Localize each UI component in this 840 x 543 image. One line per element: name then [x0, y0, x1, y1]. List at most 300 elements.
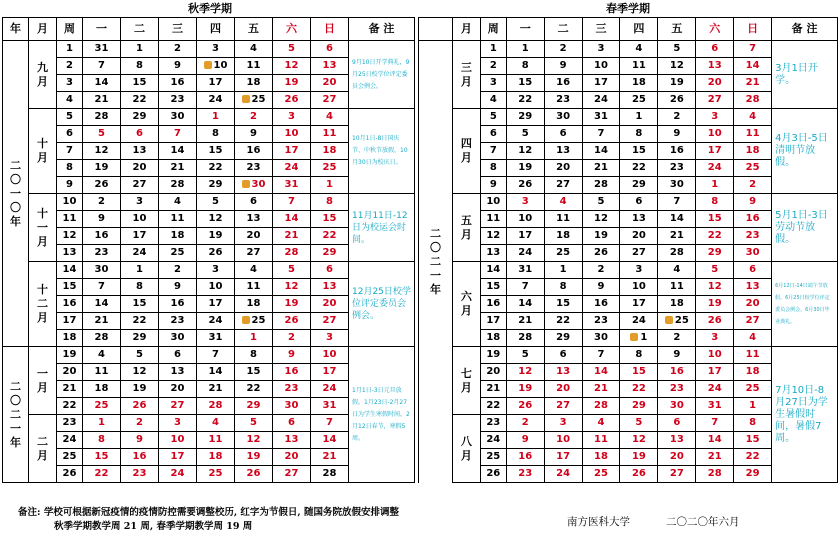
fall-day-cell: 9 [121, 432, 159, 449]
spring-day-cell: 28 [658, 245, 696, 262]
spring-day-cell: 27 [544, 398, 582, 415]
spring-day-cell: 20 [544, 381, 582, 398]
spring-week-number: 4 [480, 92, 506, 109]
fall-day-cell: 23 [273, 381, 311, 398]
fall-week-number: 4 [57, 92, 83, 109]
fall-day-cell: 9 [235, 126, 273, 143]
fall-week-number: 19 [57, 347, 83, 364]
fall-header-cell: 日 [311, 18, 349, 41]
fall-header-cell: 二 [121, 18, 159, 41]
spring-day-cell: 27 [620, 245, 658, 262]
spring-day-cell: 3 [620, 262, 658, 279]
spring-header-cell: 五 [658, 18, 696, 41]
fall-day-cell: 15 [235, 364, 273, 381]
fall-month-cell [29, 41, 57, 109]
spring-day-cell: 14 [696, 432, 734, 449]
fall-header-cell: 月 [29, 18, 57, 41]
fall-day-cell: 26 [121, 398, 159, 415]
fall-day-cell: 22 [311, 228, 349, 245]
spring-day-cell: 30 [734, 245, 772, 262]
spring-week-number: 20 [480, 364, 506, 381]
fall-day-cell: 8 [121, 279, 159, 296]
fall-note-cell: 10月1日-8日国庆节、中秋节放假，10月30日为校庆日。 [349, 109, 415, 194]
fall-day-cell: 15 [197, 143, 235, 160]
spring-day-cell: 23 [658, 381, 696, 398]
spring-day-cell: 11 [582, 432, 620, 449]
spring-year-cell [419, 41, 453, 483]
spring-week-row [419, 194, 838, 211]
spring-day-cell: 25 [734, 381, 772, 398]
fall-day-cell: 3 [159, 415, 197, 432]
spring-month-label: 七月 [460, 366, 472, 394]
fall-day-cell: 13 [121, 143, 159, 160]
spring-week-number: 11 [480, 211, 506, 228]
fall-week-row [3, 109, 415, 126]
fall-day-cell: 24 [311, 381, 349, 398]
spring-day-cell: 1 [620, 109, 658, 126]
fall-day-cell: 6 [159, 347, 197, 364]
fall-month-cell [29, 109, 57, 194]
spring-day-cell: 12 [506, 143, 544, 160]
fall-day-cell: 6 [311, 41, 349, 58]
spring-week-row [419, 262, 838, 279]
spring-day-cell: 18 [734, 364, 772, 381]
spring-day-cell: 6 [734, 262, 772, 279]
fall-day-cell: 8 [121, 58, 159, 75]
fall-day-cell: 29 [197, 177, 235, 194]
spring-header-cell: 周 [480, 18, 506, 41]
fall-day-cell: 2 [83, 194, 121, 211]
fall-day-cell: 11 [311, 126, 349, 143]
spring-note-cell: 6月12日-14日端午节放假。6月25日校学位评定委员会例会。6月30日毕业典礼。 [772, 262, 838, 347]
fall-year-cell [3, 41, 29, 347]
fall-semester-title: 秋季学期 [188, 2, 232, 15]
spring-day-cell: 2 [658, 109, 696, 126]
fall-day-cell: 20 [311, 296, 349, 313]
fall-day-cell: 21 [311, 449, 349, 466]
spring-day-cell: 10 [506, 211, 544, 228]
spring-day-cell: 29 [620, 398, 658, 415]
spring-day-cell: 26 [696, 313, 734, 330]
spring-day-cell: 29 [734, 466, 772, 483]
spring-day-cell: 16 [658, 364, 696, 381]
spring-day-cell: 14 [582, 143, 620, 160]
spring-day-cell: 18 [582, 449, 620, 466]
fall-day-cell: 12 [197, 211, 235, 228]
fall-week-number: 23 [57, 415, 83, 432]
spring-week-number: 8 [480, 160, 506, 177]
fall-day-cell: 20 [273, 449, 311, 466]
spring-day-cell: 4 [544, 194, 582, 211]
fall-week-number: 7 [57, 143, 83, 160]
fall-day-cell: 17 [273, 143, 311, 160]
spring-week-number: 24 [480, 432, 506, 449]
spring-day-cell: 15 [734, 432, 772, 449]
spring-day-cell: 12 [506, 364, 544, 381]
spring-day-cell: 6 [544, 347, 582, 364]
spring-header-row [419, 18, 838, 41]
spring-week-number: 26 [480, 466, 506, 483]
spring-day-cell: 21 [696, 449, 734, 466]
footer-signature [567, 514, 740, 529]
spring-day-cell: 12 [620, 432, 658, 449]
spring-day-cell: 17 [582, 75, 620, 92]
spring-day-cell: 22 [696, 228, 734, 245]
fall-week-number: 6 [57, 126, 83, 143]
spring-day-cell: 18 [620, 75, 658, 92]
fall-week-number: 8 [57, 160, 83, 177]
spring-day-cell: 15 [620, 364, 658, 381]
fall-week-number: 10 [57, 194, 83, 211]
fall-week-number: 9 [57, 177, 83, 194]
spring-day-cell: 28 [734, 92, 772, 109]
spring-day-cell: 1 [734, 398, 772, 415]
fall-day-cell: 16 [159, 75, 197, 92]
spring-week-number: 22 [480, 398, 506, 415]
fall-day-cell: 10 [197, 58, 235, 75]
spring-day-cell: 17 [544, 449, 582, 466]
spring-month-label: 五月 [460, 213, 472, 241]
spring-day-cell: 6 [620, 194, 658, 211]
fall-week-number: 26 [57, 466, 83, 483]
fall-day-cell: 13 [273, 432, 311, 449]
fall-day-cell: 10 [311, 347, 349, 364]
fall-day-cell: 14 [197, 364, 235, 381]
spring-day-cell: 24 [620, 313, 658, 330]
spring-day-cell: 24 [544, 466, 582, 483]
spring-day-cell: 4 [582, 415, 620, 432]
spring-day-cell: 21 [506, 313, 544, 330]
fall-day-cell: 2 [159, 41, 197, 58]
fall-day-cell: 1 [197, 109, 235, 126]
fall-week-number: 3 [57, 75, 83, 92]
fall-day-cell: 28 [311, 466, 349, 483]
spring-day-cell: 9 [658, 347, 696, 364]
spring-month-cell [452, 194, 480, 262]
fall-day-cell: 16 [235, 143, 273, 160]
spring-day-cell: 26 [658, 92, 696, 109]
holiday-stamp-icon [242, 180, 250, 188]
fall-day-cell: 10 [197, 279, 235, 296]
spring-day-cell: 21 [658, 228, 696, 245]
fall-day-cell: 13 [311, 58, 349, 75]
spring-header-cell [419, 18, 453, 41]
fall-day-cell: 30 [273, 398, 311, 415]
spring-day-cell: 13 [544, 364, 582, 381]
fall-day-cell: 19 [83, 160, 121, 177]
spring-day-cell: 16 [506, 449, 544, 466]
spring-week-number: 7 [480, 143, 506, 160]
fall-day-cell: 25 [159, 245, 197, 262]
fall-header-cell: 三 [159, 18, 197, 41]
spring-day-cell: 15 [506, 75, 544, 92]
fall-day-cell: 16 [121, 449, 159, 466]
fall-day-cell: 8 [235, 347, 273, 364]
fall-day-cell: 24 [121, 245, 159, 262]
fall-day-cell: 4 [197, 415, 235, 432]
fall-day-cell: 30 [159, 109, 197, 126]
spring-note-cell: 3月1日开学。 [772, 41, 838, 109]
spring-header-cell: 备 注 [772, 18, 838, 41]
fall-day-cell: 26 [273, 92, 311, 109]
fall-day-cell: 26 [83, 177, 121, 194]
holiday-stamp-icon [204, 61, 212, 69]
footer-remark-line-2: 秋季学期教学周 21 周, 春季学期教学周 19 周 [54, 521, 253, 532]
spring-day-cell: 28 [696, 466, 734, 483]
fall-week-number: 25 [57, 449, 83, 466]
fall-day-cell: 16 [159, 296, 197, 313]
spring-month-cell [452, 262, 480, 347]
spring-day-cell: 9 [544, 58, 582, 75]
fall-day-cell: 20 [311, 75, 349, 92]
fall-day-cell: 30 [159, 330, 197, 347]
fall-day-cell: 27 [273, 466, 311, 483]
fall-header-cell: 六 [273, 18, 311, 41]
spring-day-cell: 17 [696, 364, 734, 381]
spring-week-number: 12 [480, 228, 506, 245]
spring-day-cell: 21 [582, 381, 620, 398]
fall-day-cell: 28 [159, 177, 197, 194]
fall-day-cell: 19 [273, 296, 311, 313]
fall-day-cell: 7 [83, 58, 121, 75]
spring-week-number: 18 [480, 330, 506, 347]
fall-day-cell: 30 [235, 177, 273, 194]
fall-day-cell: 17 [311, 364, 349, 381]
fall-day-cell: 14 [159, 143, 197, 160]
fall-week-row [3, 194, 415, 211]
fall-day-cell: 1 [121, 262, 159, 279]
spring-day-cell: 30 [658, 398, 696, 415]
fall-note-cell: 9月10日开学典礼，9月25日校学位评定委员会例会。 [349, 41, 415, 109]
spring-week-number: 17 [480, 313, 506, 330]
fall-day-cell: 12 [235, 432, 273, 449]
fall-month-cell [29, 415, 57, 483]
fall-day-cell: 31 [273, 177, 311, 194]
fall-day-cell: 12 [83, 143, 121, 160]
fall-day-cell: 4 [83, 347, 121, 364]
spring-day-cell: 1 [620, 330, 658, 347]
spring-day-cell: 11 [734, 126, 772, 143]
spring-week-number: 3 [480, 75, 506, 92]
fall-day-cell: 27 [311, 92, 349, 109]
spring-day-cell: 1 [506, 41, 544, 58]
fall-day-cell: 2 [273, 330, 311, 347]
spring-day-cell: 15 [696, 211, 734, 228]
fall-week-number: 2 [57, 58, 83, 75]
fall-day-cell: 20 [159, 381, 197, 398]
fall-day-cell: 10 [159, 432, 197, 449]
fall-day-cell: 25 [311, 160, 349, 177]
spring-day-cell: 30 [582, 330, 620, 347]
fall-header-cell: 备 注 [349, 18, 415, 41]
fall-day-cell: 5 [273, 262, 311, 279]
spring-day-cell: 1 [544, 262, 582, 279]
fall-day-cell: 5 [121, 347, 159, 364]
fall-day-cell: 24 [197, 92, 235, 109]
fall-day-cell: 24 [159, 466, 197, 483]
fall-day-cell: 9 [273, 347, 311, 364]
spring-day-cell: 20 [696, 75, 734, 92]
spring-week-number: 6 [480, 126, 506, 143]
spring-month-cell [452, 347, 480, 415]
spring-day-cell: 19 [658, 75, 696, 92]
fall-week-number: 24 [57, 432, 83, 449]
holiday-stamp-icon [242, 316, 250, 324]
fall-day-cell: 15 [311, 211, 349, 228]
footer-date: 二〇二〇年六月 [666, 516, 740, 528]
spring-month-label: 六月 [460, 290, 472, 317]
spring-day-cell: 13 [544, 143, 582, 160]
fall-day-cell: 18 [235, 296, 273, 313]
fall-day-cell: 6 [311, 262, 349, 279]
fall-day-cell: 12 [273, 279, 311, 296]
spring-day-cell: 5 [582, 194, 620, 211]
fall-week-row [3, 41, 415, 58]
fall-day-cell: 9 [83, 211, 121, 228]
fall-day-cell: 14 [311, 432, 349, 449]
fall-day-cell: 7 [197, 347, 235, 364]
spring-day-cell: 22 [544, 313, 582, 330]
fall-day-cell: 27 [159, 398, 197, 415]
spring-day-cell: 4 [734, 330, 772, 347]
spring-day-cell: 8 [696, 194, 734, 211]
fall-day-cell: 18 [197, 449, 235, 466]
spring-day-cell: 3 [506, 194, 544, 211]
spring-day-cell: 16 [582, 296, 620, 313]
fall-day-cell: 23 [83, 245, 121, 262]
fall-day-cell: 18 [235, 75, 273, 92]
spring-day-cell: 2 [734, 177, 772, 194]
fall-day-cell: 25 [197, 466, 235, 483]
fall-day-cell: 3 [197, 41, 235, 58]
fall-day-cell: 15 [121, 75, 159, 92]
fall-day-cell: 11 [159, 211, 197, 228]
spring-day-cell: 27 [696, 92, 734, 109]
fall-day-cell: 3 [121, 194, 159, 211]
fall-day-cell: 1 [121, 41, 159, 58]
spring-header-cell: 三 [582, 18, 620, 41]
fall-day-cell: 24 [273, 160, 311, 177]
spring-day-cell: 18 [658, 296, 696, 313]
fall-month-cell [29, 347, 57, 415]
fall-day-cell: 1 [311, 177, 349, 194]
spring-day-cell: 29 [544, 330, 582, 347]
fall-day-cell: 28 [83, 330, 121, 347]
fall-week-number: 5 [57, 109, 83, 126]
fall-day-cell: 3 [273, 109, 311, 126]
spring-day-cell: 13 [620, 211, 658, 228]
spring-day-cell: 22 [734, 449, 772, 466]
fall-day-cell: 10 [273, 126, 311, 143]
spring-header-cell: 日 [734, 18, 772, 41]
spring-day-cell: 25 [620, 92, 658, 109]
fall-day-cell: 27 [235, 245, 273, 262]
spring-note-cell: 5月1日-3日劳动节放假。 [772, 194, 838, 262]
spring-day-cell: 26 [506, 177, 544, 194]
spring-day-cell: 19 [620, 449, 658, 466]
spring-day-cell: 5 [506, 347, 544, 364]
spring-day-cell: 29 [620, 177, 658, 194]
spring-week-row [419, 41, 838, 58]
fall-day-cell: 4 [235, 262, 273, 279]
spring-header-cell: 六 [696, 18, 734, 41]
spring-day-cell: 3 [696, 330, 734, 347]
fall-day-cell: 16 [83, 228, 121, 245]
spring-day-cell: 25 [544, 245, 582, 262]
fall-day-cell: 7 [311, 415, 349, 432]
fall-day-cell: 12 [121, 364, 159, 381]
fall-day-cell: 19 [235, 449, 273, 466]
spring-week-number: 2 [480, 58, 506, 75]
spring-week-number: 14 [480, 262, 506, 279]
footer-school-name: 南方医科大学 [567, 516, 630, 528]
spring-day-cell: 28 [582, 398, 620, 415]
fall-day-cell: 23 [159, 313, 197, 330]
fall-header-cell: 周 [57, 18, 83, 41]
spring-day-cell: 24 [696, 381, 734, 398]
fall-day-cell: 22 [197, 160, 235, 177]
fall-day-cell: 29 [235, 398, 273, 415]
fall-day-cell: 23 [159, 92, 197, 109]
fall-day-cell: 11 [197, 432, 235, 449]
fall-day-cell: 5 [273, 41, 311, 58]
fall-day-cell: 22 [121, 313, 159, 330]
spring-day-cell: 19 [506, 381, 544, 398]
spring-day-cell: 4 [658, 262, 696, 279]
fall-month-cell [29, 262, 57, 347]
spring-day-cell: 17 [506, 228, 544, 245]
fall-day-cell: 6 [121, 126, 159, 143]
fall-day-cell: 7 [83, 279, 121, 296]
fall-day-cell: 29 [311, 245, 349, 262]
fall-week-number: 11 [57, 211, 83, 228]
spring-day-cell: 10 [544, 432, 582, 449]
spring-day-cell: 24 [696, 160, 734, 177]
fall-header-cell: 四 [197, 18, 235, 41]
spring-day-cell: 3 [582, 41, 620, 58]
spring-day-cell: 12 [658, 58, 696, 75]
fall-header-cell: 年 [3, 18, 29, 41]
fall-day-cell: 11 [235, 58, 273, 75]
spring-month-cell [452, 41, 480, 109]
fall-day-cell: 9 [159, 58, 197, 75]
spring-header-cell: 四 [620, 18, 658, 41]
spring-day-cell: 24 [582, 92, 620, 109]
spring-day-cell: 6 [544, 126, 582, 143]
spring-day-cell: 6 [696, 41, 734, 58]
spring-day-cell: 20 [734, 296, 772, 313]
spring-day-cell: 18 [734, 143, 772, 160]
fall-day-cell: 22 [121, 92, 159, 109]
spring-week-number: 16 [480, 296, 506, 313]
fall-day-cell: 21 [83, 92, 121, 109]
fall-day-cell: 4 [235, 41, 273, 58]
spring-day-cell: 26 [620, 466, 658, 483]
fall-week-number: 12 [57, 228, 83, 245]
spring-day-cell: 3 [696, 109, 734, 126]
spring-day-cell: 16 [734, 211, 772, 228]
spring-month-label: 四月 [460, 137, 472, 164]
spring-day-cell: 7 [582, 126, 620, 143]
spring-day-cell: 22 [620, 381, 658, 398]
spring-day-cell: 2 [658, 330, 696, 347]
fall-day-cell: 26 [235, 466, 273, 483]
spring-calendar-table [418, 17, 838, 483]
fall-day-cell: 21 [197, 381, 235, 398]
fall-day-cell: 27 [121, 177, 159, 194]
spring-day-cell: 9 [658, 126, 696, 143]
spring-day-cell: 8 [506, 58, 544, 75]
